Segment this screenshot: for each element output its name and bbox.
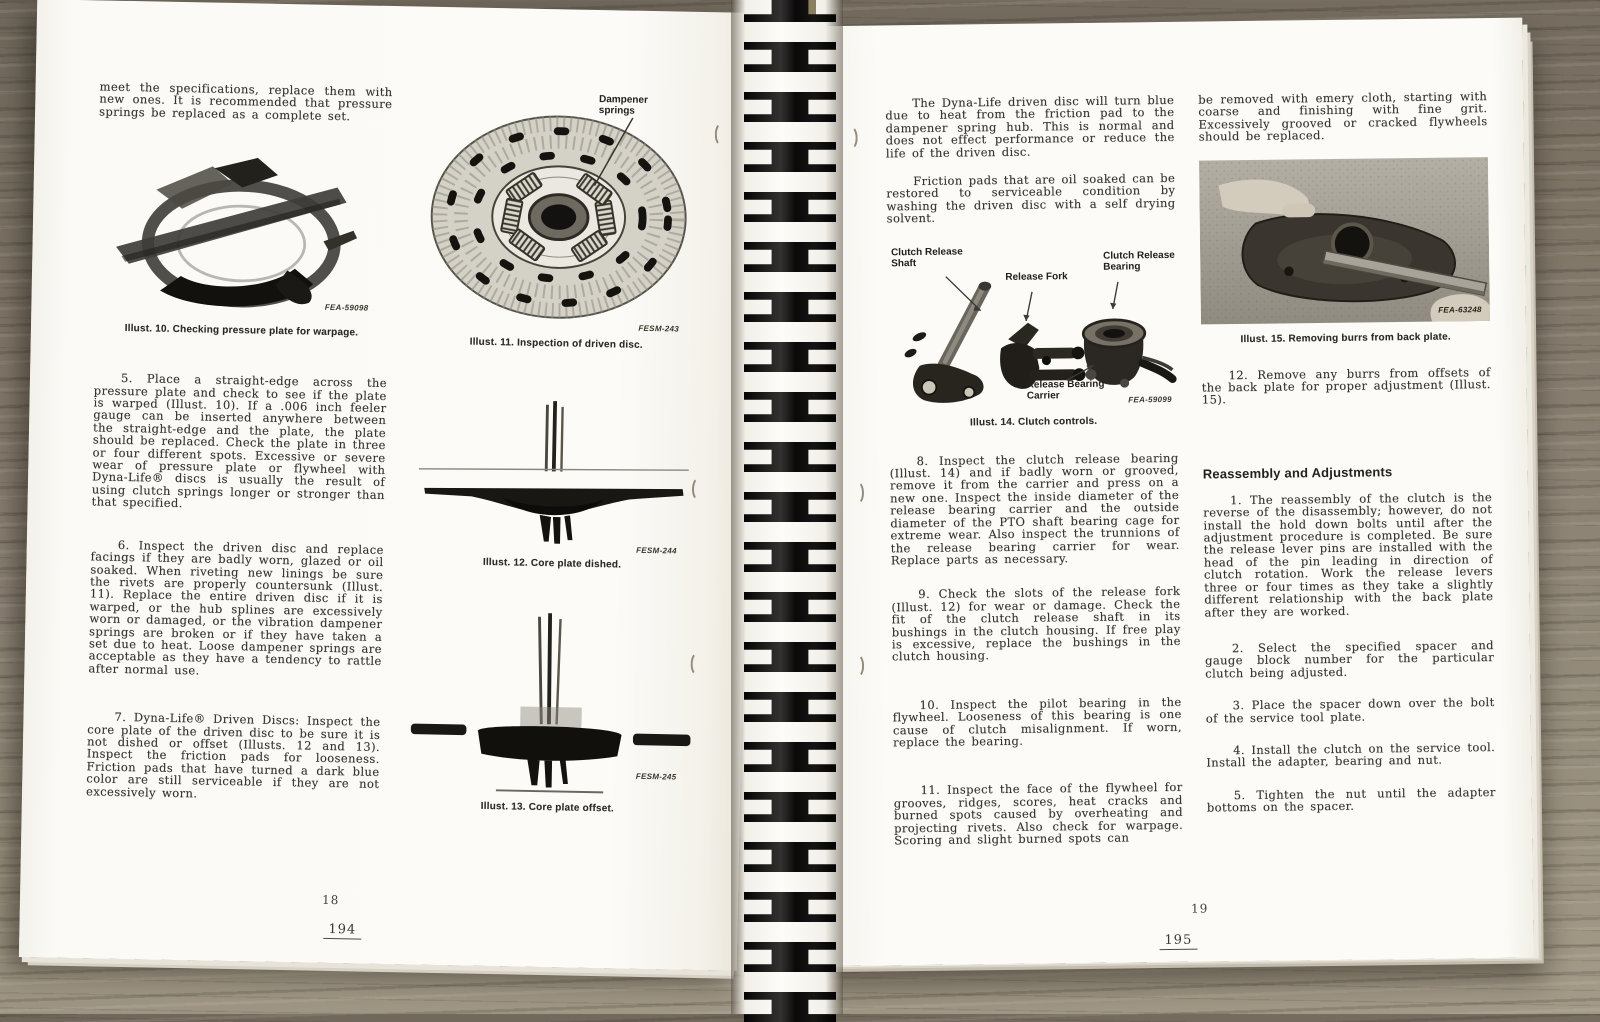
paragraph-10: 10. Inspect the pilot bearing in the flywheel. Looseness of this bearing is one cause of clutch misalignment. If worn, replace the bearing. xyxy=(892,694,1182,750)
comb-ring xyxy=(744,892,836,922)
figure-code: FESM-243 xyxy=(638,323,680,334)
illustration-12-core-plate-dished xyxy=(405,396,701,572)
paragraph-friction-pads: Friction pads that are oil soaked can be restored to serviceable condition by washing the driven disc with a self drying solvent. xyxy=(886,170,1176,226)
comb-ring xyxy=(744,392,836,422)
figure-caption: Illust. 12. Core plate dished. xyxy=(482,556,622,571)
left-page-column-1 xyxy=(85,80,392,832)
illustration-13-core-plate-offset xyxy=(401,610,698,816)
page-number: 19 xyxy=(1191,901,1209,916)
comb-ring xyxy=(744,192,836,222)
comb-ring xyxy=(744,692,836,722)
dampener-springs-label: Dampener springs xyxy=(598,94,649,117)
figure-caption: Illust. 13. Core plate offset. xyxy=(480,800,615,815)
clutch-release-bearing-label: Clutch Release Bearing xyxy=(1103,249,1175,273)
comb-ring xyxy=(744,842,836,872)
left-page-columns xyxy=(21,0,755,840)
paragraph-7: 7. Dyna-Life® Driven Discs: Inspect the core plate of the driven disc to be sure it is not dished or offset (Illusts. 12 and 13). Inspect the friction pads for looseness. Friction pads that have turned a dark blue color are still serviceable if they are not excessively worn. xyxy=(85,709,381,801)
left-page xyxy=(19,0,755,971)
paragraph-9: 9. Check the slots of the release fork (Illust. 12) for wear or damage. Check the fit of the clutch release shaft in its bushings in the clutch housing. If free play is excessive, replace the bushings in the clutch housing. xyxy=(891,584,1181,664)
figure-code: FESM-244 xyxy=(636,545,677,556)
paragraph-emery: be removed with emery cloth, starting with coarse and finishing with fine grit. Excessively grooved or cracked flywheels should be replaced. xyxy=(1198,89,1488,144)
paragraph-r1: 1. The reassembly of the clutch is the reverse of the disassembly; however, do not install the hold down bolts until after the adjustment procedure is completed. Be sure the release lever pins are installed with the head of the pin leading in direction of clutch rotation. Work the release levers three or four times as they take a slightly different relationship with the back plate after they are worked. xyxy=(1203,489,1494,620)
comb-ring xyxy=(744,492,836,522)
clutch-release-shaft-label: Clutch Release Shaft xyxy=(890,246,963,270)
figure-caption: Illust. 10. Checking pressure plate for warpage. xyxy=(124,323,359,339)
right-page-column-2 xyxy=(1198,90,1496,869)
paragraph-r4: 4. Install the clutch on the service tool. Install the adapter, bearing and nut. xyxy=(1206,739,1496,770)
comb-ring xyxy=(744,92,836,122)
comb-ring xyxy=(744,792,836,822)
illustration-15-removing-burrs-photo xyxy=(1199,154,1490,346)
paragraph-r2: 2. Select the specified spacer and gauge block number for the particular clutch being adjusted. xyxy=(1204,637,1495,681)
paragraph-11: 11. Inspect the face of the flywheel for grooves, ridges, scores, heat cracks and burned spots caused by overheating and projecting rivets. Also check for warpage. Scoring and slight burned spots can xyxy=(893,780,1184,848)
figure-code: FESM-245 xyxy=(635,771,677,782)
release-bearing-carrier-label: Release Bearing Carrier xyxy=(1026,378,1105,402)
comb-ring xyxy=(744,592,836,622)
paragraph-r3: 3. Place the spacer down over the bolt of the service tool plate. xyxy=(1205,695,1495,726)
comb-ring xyxy=(744,992,836,1022)
left-page-column-2 xyxy=(400,86,707,838)
figure-caption: Illust. 11. Inspection of driven disc. xyxy=(469,336,643,351)
paragraph-8: 8. Inspect the clutch release bearing (Illust. 14) and if badly worn or grooved, remove it from the carrier and press on a new one. Inspect the inside diameter of the release bearing carrier and the outside diameter of the PTO shaft bearing cage for extreme wear. Also inspect the trunnions of the release bearing carrier for wear. Replace parts as necessary. xyxy=(889,450,1180,568)
figure-caption: Illust. 15. Removing burrs from back plate. xyxy=(1240,331,1451,345)
comb-ring xyxy=(744,342,836,372)
paragraph-intro: meet the specifications, replace them with new ones. It is recommended that pressure springs be replaced as a complete set. xyxy=(98,79,393,124)
right-page xyxy=(796,18,1533,967)
comb-ring xyxy=(744,542,836,572)
comb-binding xyxy=(744,0,836,1022)
folio-number: 195 xyxy=(1159,933,1197,950)
comb-ring xyxy=(744,42,836,72)
removing-burrs-photo xyxy=(1199,154,1490,328)
driven-disc-drawing xyxy=(410,90,708,334)
comb-ring xyxy=(744,942,836,972)
paragraph-turn-blue: The Dyna-Life driven disc will turn blue due to heat from the friction pad to the dampener spring hub. This is normal and does not effect performance or reduce the life of the driven disc. xyxy=(885,92,1175,161)
figure-code: FEA-59099 xyxy=(1128,394,1172,405)
core-plate-dished-drawing xyxy=(406,396,702,554)
illustration-14-clutch-controls xyxy=(887,236,1178,430)
comb-ring xyxy=(744,642,836,672)
paragraph-6: 6. Inspect the driven disc and replace facings if they are badly worn, glazed or oil soaked. When riveting new linings be sure the rivets are properly countersunk (Illust. 11). Replace the entire driven disc if it is warped, or the hub splines are excessively worn or damaged, or the vibration dampener springs are broken or if they have taken a set due to heat. Loose dampener springs are acceptable as they have a tendency to rattle after normal use. xyxy=(88,537,384,678)
page-number: 18 xyxy=(321,892,340,908)
comb-ring xyxy=(744,242,836,272)
figure-code: FEA-63248 xyxy=(1438,304,1482,315)
comb-ring xyxy=(744,142,836,172)
section-heading-reassembly: Reassembly and Adjustments xyxy=(1202,464,1393,482)
core-plate-offset-drawing xyxy=(401,610,697,798)
comb-ring xyxy=(744,0,836,22)
figure-caption: Illust. 14. Clutch controls. xyxy=(969,415,1098,429)
pressure-plate-drawing xyxy=(95,148,391,322)
punch-hole-mark xyxy=(850,481,864,505)
punch-hole-mark xyxy=(850,654,864,678)
comb-ring xyxy=(744,742,836,772)
figure-code: FEA-59098 xyxy=(324,302,369,313)
paragraph-5: 5. Place a straight-edge across the pressure plate and check to see if the plate is warped (Illust. 10). If a .006 inch feeler gauge can be inserted anywhere between the straight-edge and the plate, the plate should be replaced. Check the plate in three or four different spots. Excessive or severe wear of pressure plate or flywheel with Dyna-Life® discs is usually the result of using clutch springs longer or stronger than that specified. xyxy=(91,371,388,511)
comb-ring xyxy=(744,292,836,322)
folio-number: 194 xyxy=(323,922,361,940)
illustration-11-driven-disc xyxy=(410,90,708,352)
right-page-column-1 xyxy=(885,94,1183,873)
punch-hole-mark xyxy=(844,126,858,150)
comb-ring xyxy=(744,442,836,472)
paragraph-12: 12. Remove any burrs from offsets of the back plate for proper adjustment (Illust. 15). xyxy=(1201,364,1491,407)
illustration-10-pressure-plate xyxy=(95,148,392,340)
right-page-columns xyxy=(796,18,1532,874)
release-fork-label: Release Fork xyxy=(1005,270,1068,283)
paragraph-r5: 5. Tighten the nut until the adapter bottoms on the spacer. xyxy=(1206,784,1496,815)
